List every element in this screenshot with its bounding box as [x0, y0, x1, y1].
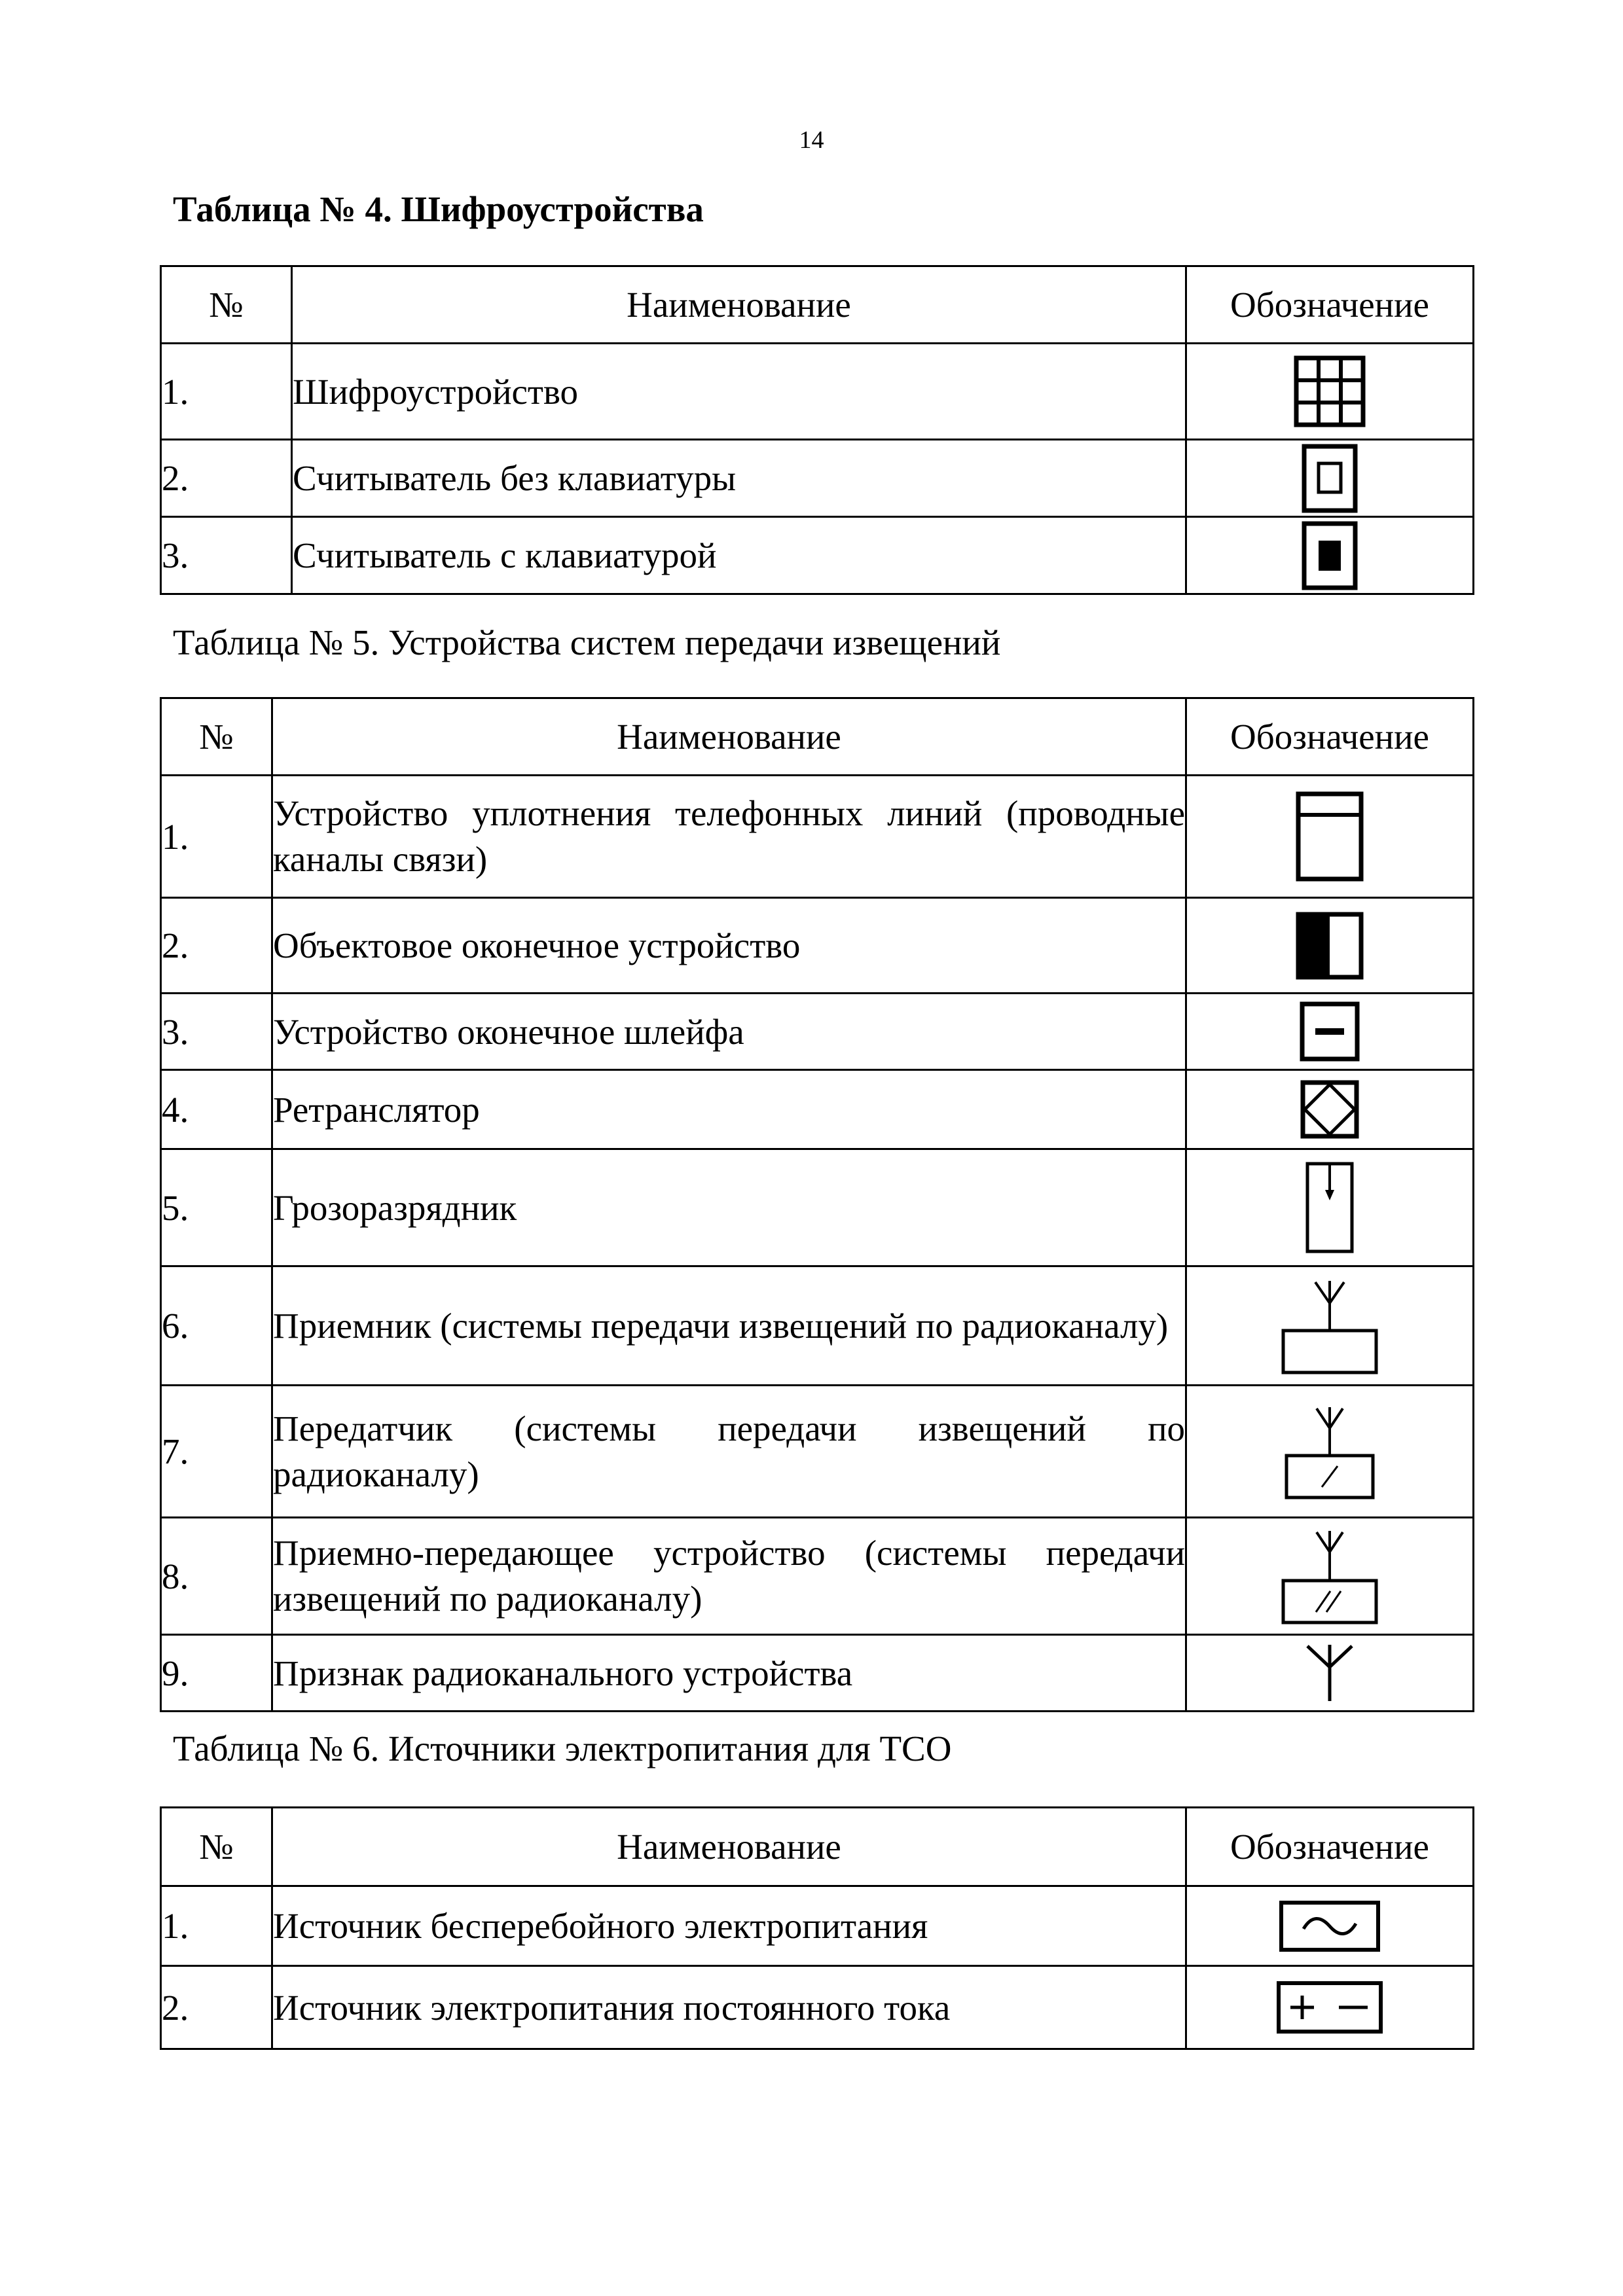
table-row [161, 1149, 1474, 1266]
row-name: Шифроустройство [292, 344, 1186, 440]
table-row [161, 1266, 1474, 1386]
table-row [161, 344, 1474, 440]
row-num: 8. [161, 1518, 272, 1635]
row-name: Источник бесперебойного электропитания [272, 1886, 1186, 1966]
row-symbol [1186, 1966, 1474, 2049]
row-name: Грозоразрядник [272, 1149, 1186, 1266]
header-name: Наименование [272, 698, 1186, 776]
header-name: Наименование [292, 266, 1186, 344]
row-symbol [1186, 344, 1474, 440]
table-row [161, 1070, 1474, 1149]
diamond-in-square-icon [1300, 1080, 1359, 1139]
header-symbol: Обозначение [1186, 266, 1474, 344]
row-name: Приемно-передающее устройство (системы передачи извещений по радиоканалу) [272, 1518, 1186, 1635]
header-symbol: Обозначение [1186, 698, 1474, 776]
table-row [161, 1635, 1474, 1712]
table-5-caption: Таблица № 5. Устройства систем передачи извещений [173, 622, 1001, 662]
row-name: Источник электропитания постоянного тока [272, 1966, 1186, 2049]
row-symbol [1186, 1886, 1474, 1966]
antenna-icon [1302, 1643, 1357, 1702]
header-num: № [161, 1808, 272, 1886]
row-num: 1. [161, 344, 292, 440]
row-symbol [1186, 1149, 1474, 1266]
header-name: Наименование [272, 1808, 1186, 1886]
row-name: Приемник (системы передачи извещений по радиоканалу) [272, 1266, 1186, 1386]
table-row [161, 1386, 1474, 1518]
row-symbol [1186, 517, 1474, 594]
table-4-encoders [160, 265, 1474, 595]
header-num: № [161, 698, 272, 776]
table-header-row [161, 1808, 1474, 1886]
row-num: 1. [161, 776, 272, 898]
row-name: Передатчик (системы передачи извещений по радиоканалу) [272, 1386, 1186, 1518]
row-num: 3. [161, 517, 292, 594]
table-6-power-sources [160, 1806, 1474, 2050]
split-rectangle-icon [1296, 791, 1364, 882]
row-symbol [1186, 898, 1474, 994]
row-name: Признак радиоканального устройства [272, 1635, 1186, 1712]
reader-filled-square-icon [1302, 521, 1358, 590]
row-symbol [1186, 1635, 1474, 1712]
row-num: 2. [161, 1966, 272, 2049]
row-num: 5. [161, 1149, 272, 1266]
table-row [161, 440, 1474, 517]
table-6-caption: Таблица № 6. Источники электропитания для ТСО [173, 1729, 952, 1768]
row-num: 6. [161, 1266, 272, 1386]
ac-wave-rectangle-icon [1279, 1900, 1381, 1952]
row-symbol [1186, 776, 1474, 898]
row-num: 7. [161, 1386, 272, 1518]
table-row [161, 1966, 1474, 2049]
plus-minus-rectangle-icon [1276, 1981, 1383, 2034]
antenna-transceiver-icon [1281, 1527, 1379, 1625]
row-name: Устройство оконечное шлейфа [272, 994, 1186, 1070]
row-num: 9. [161, 1635, 272, 1712]
row-num: 2. [161, 440, 292, 517]
row-name: Ретранслятор [272, 1070, 1186, 1149]
row-symbol [1186, 440, 1474, 517]
arrow-rectangle-icon [1305, 1161, 1355, 1254]
row-num: 2. [161, 898, 272, 994]
table-row [161, 1886, 1474, 1966]
row-symbol [1186, 1386, 1474, 1518]
row-symbol [1186, 1266, 1474, 1386]
row-name: Устройство уплотнения телефонных линий (проводные каналы связи) [272, 776, 1186, 898]
table-row [161, 898, 1474, 994]
table-header-row [161, 266, 1474, 344]
grid-3x3-square-icon [1294, 355, 1366, 427]
page-number: 14 [799, 126, 824, 154]
row-name: Считыватель с клавиатурой [292, 517, 1186, 594]
row-name: Объектовое оконечное устройство [272, 898, 1186, 994]
reader-hollow-square-icon [1302, 444, 1358, 513]
row-symbol [1186, 994, 1474, 1070]
table-5-notification-devices [160, 697, 1474, 1712]
table-row [161, 517, 1474, 594]
header-num: № [161, 266, 292, 344]
row-name: Считыватель без клавиатуры [292, 440, 1186, 517]
row-symbol [1186, 1518, 1474, 1635]
table-header-row [161, 698, 1474, 776]
row-num: 4. [161, 1070, 272, 1149]
row-symbol [1186, 1070, 1474, 1149]
antenna-receiver-icon [1281, 1277, 1379, 1375]
row-num: 1. [161, 1886, 272, 1966]
row-num: 3. [161, 994, 272, 1070]
table-row [161, 1518, 1474, 1635]
antenna-transmitter-icon [1284, 1403, 1376, 1500]
minus-square-icon [1300, 1001, 1360, 1062]
table-4-caption: Таблица № 4. Шифроустройства [173, 189, 704, 229]
header-symbol: Обозначение [1186, 1808, 1474, 1886]
half-filled-rectangle-icon [1296, 912, 1364, 980]
table-row [161, 776, 1474, 898]
table-row [161, 994, 1474, 1070]
